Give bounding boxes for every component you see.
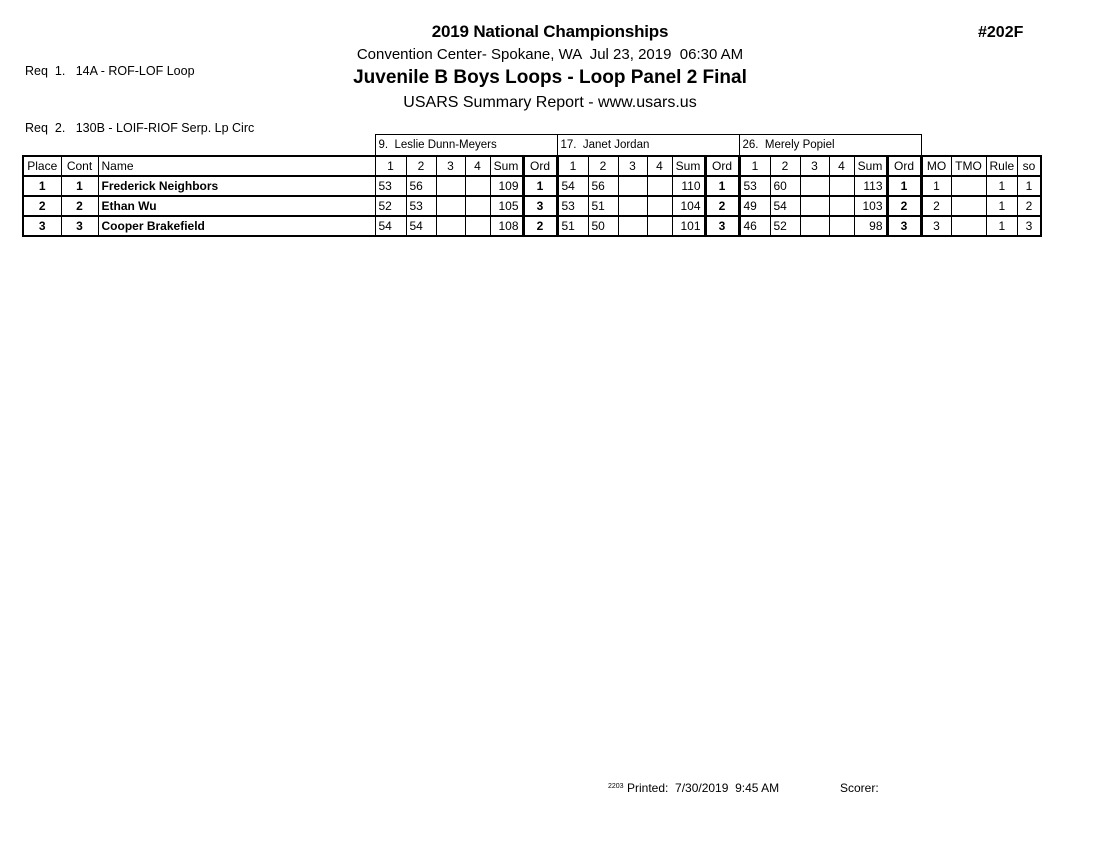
judge-row-spacer-right bbox=[921, 135, 1041, 156]
ord-cell: 1 bbox=[887, 176, 921, 196]
rule-cell: 1 bbox=[986, 216, 1018, 236]
sum-cell: 98 bbox=[854, 216, 887, 236]
mo-cell: 2 bbox=[921, 196, 951, 216]
score-cell: 54 bbox=[770, 196, 800, 216]
rule-cell: 1 bbox=[986, 196, 1018, 216]
sum-cell: 101 bbox=[672, 216, 705, 236]
score-cell: 54 bbox=[557, 176, 588, 196]
report-header bbox=[0, 22, 1100, 112]
score-cell: 52 bbox=[770, 216, 800, 236]
req-line-1: Req 1. 14A - ROF-LOF Loop bbox=[25, 64, 195, 78]
place-cell: 2 bbox=[23, 196, 61, 216]
report-subtitle: USARS Summary Report - www.usars.us bbox=[403, 94, 697, 111]
score-col-header: 1 bbox=[557, 156, 588, 176]
score-cell bbox=[436, 216, 465, 236]
table-row bbox=[23, 196, 1041, 216]
sum-cell: 113 bbox=[854, 176, 887, 196]
score-cell: 60 bbox=[770, 176, 800, 196]
score-cell bbox=[618, 196, 647, 216]
score-col-header: 1 bbox=[375, 156, 406, 176]
sum-cell: 108 bbox=[490, 216, 523, 236]
score-cell bbox=[618, 216, 647, 236]
score-col-header: 4 bbox=[829, 156, 854, 176]
score-cell: 51 bbox=[588, 196, 618, 216]
score-cell: 53 bbox=[375, 176, 406, 196]
score-col-header: 4 bbox=[647, 156, 672, 176]
score-col-header: 1 bbox=[739, 156, 770, 176]
place-header: Place bbox=[23, 156, 61, 176]
score-cell bbox=[465, 216, 490, 236]
score-cell bbox=[800, 176, 829, 196]
judge-header-row bbox=[23, 135, 1041, 156]
scorer-label: Scorer: bbox=[840, 781, 879, 795]
ord-cell: 1 bbox=[705, 176, 739, 196]
req-line-2: Req 2. 130B - LOIF-RIOF Serp. Lp Circ bbox=[25, 121, 255, 135]
score-col-header: 3 bbox=[618, 156, 647, 176]
ord-header: Ord bbox=[523, 156, 557, 176]
score-col-header: 4 bbox=[465, 156, 490, 176]
venue-datetime: Convention Center- Spokane, WA Jul 23, 2019 06:30 AM bbox=[356, 46, 744, 63]
rule-header: Rule bbox=[986, 156, 1018, 176]
score-cell: 53 bbox=[557, 196, 588, 216]
score-cell: 50 bbox=[588, 216, 618, 236]
sum-header: Sum bbox=[672, 156, 705, 176]
score-cell bbox=[647, 216, 672, 236]
score-cell bbox=[829, 176, 854, 196]
cont-cell: 3 bbox=[61, 216, 98, 236]
so-cell: 2 bbox=[1018, 196, 1041, 216]
score-cell bbox=[647, 176, 672, 196]
sum-cell: 105 bbox=[490, 196, 523, 216]
column-header-row bbox=[23, 156, 1041, 176]
judge-row-spacer-left bbox=[23, 135, 375, 156]
skater-name: Frederick Neighbors bbox=[98, 176, 375, 196]
cont-header: Cont bbox=[61, 156, 98, 176]
score-cell bbox=[829, 216, 854, 236]
score-col-header: 2 bbox=[588, 156, 618, 176]
rule-cell: 1 bbox=[986, 176, 1018, 196]
mo-cell: 1 bbox=[921, 176, 951, 196]
score-cell bbox=[618, 176, 647, 196]
score-cell: 53 bbox=[406, 196, 436, 216]
ord-cell: 2 bbox=[705, 196, 739, 216]
mo-cell: 3 bbox=[921, 216, 951, 236]
event-title: Juvenile B Boys Loops - Loop Panel 2 Final bbox=[353, 67, 747, 88]
results-table bbox=[22, 134, 1042, 237]
ord-cell: 2 bbox=[523, 216, 557, 236]
judge-1-label: 9. Leslie Dunn-Meyers bbox=[375, 135, 557, 156]
score-cell: 51 bbox=[557, 216, 588, 236]
ord-header: Ord bbox=[887, 156, 921, 176]
sum-cell: 109 bbox=[490, 176, 523, 196]
score-cell: 53 bbox=[739, 176, 770, 196]
score-cell: 49 bbox=[739, 196, 770, 216]
sum-cell: 104 bbox=[672, 196, 705, 216]
ord-cell: 3 bbox=[523, 196, 557, 216]
event-number: #202F bbox=[978, 24, 1024, 41]
score-cell: 46 bbox=[739, 216, 770, 236]
judge-3-label: 26. Merely Popiel bbox=[739, 135, 921, 156]
so-header: so bbox=[1018, 156, 1041, 176]
tmo-cell bbox=[951, 176, 986, 196]
score-cell: 56 bbox=[588, 176, 618, 196]
sum-cell: 103 bbox=[854, 196, 887, 216]
ord-cell: 3 bbox=[887, 216, 921, 236]
cont-cell: 1 bbox=[61, 176, 98, 196]
name-header: Name bbox=[98, 156, 375, 176]
footer-version-code: 2203 bbox=[608, 783, 624, 790]
score-col-header: 2 bbox=[770, 156, 800, 176]
skater-name: Cooper Brakefield bbox=[98, 216, 375, 236]
ord-cell: 1 bbox=[523, 176, 557, 196]
score-cell bbox=[465, 176, 490, 196]
sum-header: Sum bbox=[490, 156, 523, 176]
place-cell: 1 bbox=[23, 176, 61, 196]
table-row bbox=[23, 216, 1041, 236]
ord-cell: 3 bbox=[705, 216, 739, 236]
score-cell bbox=[436, 176, 465, 196]
score-cell bbox=[800, 216, 829, 236]
score-cell: 54 bbox=[375, 216, 406, 236]
score-cell bbox=[800, 196, 829, 216]
judge-2-label: 17. Janet Jordan bbox=[557, 135, 739, 156]
score-cell: 54 bbox=[406, 216, 436, 236]
so-cell: 1 bbox=[1018, 176, 1041, 196]
score-cell bbox=[829, 196, 854, 216]
mo-header: MO bbox=[921, 156, 951, 176]
score-cell bbox=[436, 196, 465, 216]
ord-cell: 2 bbox=[887, 196, 921, 216]
table-row bbox=[23, 176, 1041, 196]
tmo-cell bbox=[951, 196, 986, 216]
ord-header: Ord bbox=[705, 156, 739, 176]
so-cell: 3 bbox=[1018, 216, 1041, 236]
score-col-header: 2 bbox=[406, 156, 436, 176]
tmo-header: TMO bbox=[951, 156, 986, 176]
score-cell: 56 bbox=[406, 176, 436, 196]
printed-timestamp: Printed: 7/30/2019 9:45 AM bbox=[627, 781, 780, 795]
score-col-header: 3 bbox=[436, 156, 465, 176]
championship-title: 2019 National Championships bbox=[431, 22, 669, 41]
cont-cell: 2 bbox=[61, 196, 98, 216]
sum-cell: 110 bbox=[672, 176, 705, 196]
score-col-header: 3 bbox=[800, 156, 829, 176]
skater-name: Ethan Wu bbox=[98, 196, 375, 216]
score-cell bbox=[647, 196, 672, 216]
tmo-cell bbox=[951, 216, 986, 236]
place-cell: 3 bbox=[23, 216, 61, 236]
sum-header: Sum bbox=[854, 156, 887, 176]
score-cell bbox=[465, 196, 490, 216]
score-cell: 52 bbox=[375, 196, 406, 216]
